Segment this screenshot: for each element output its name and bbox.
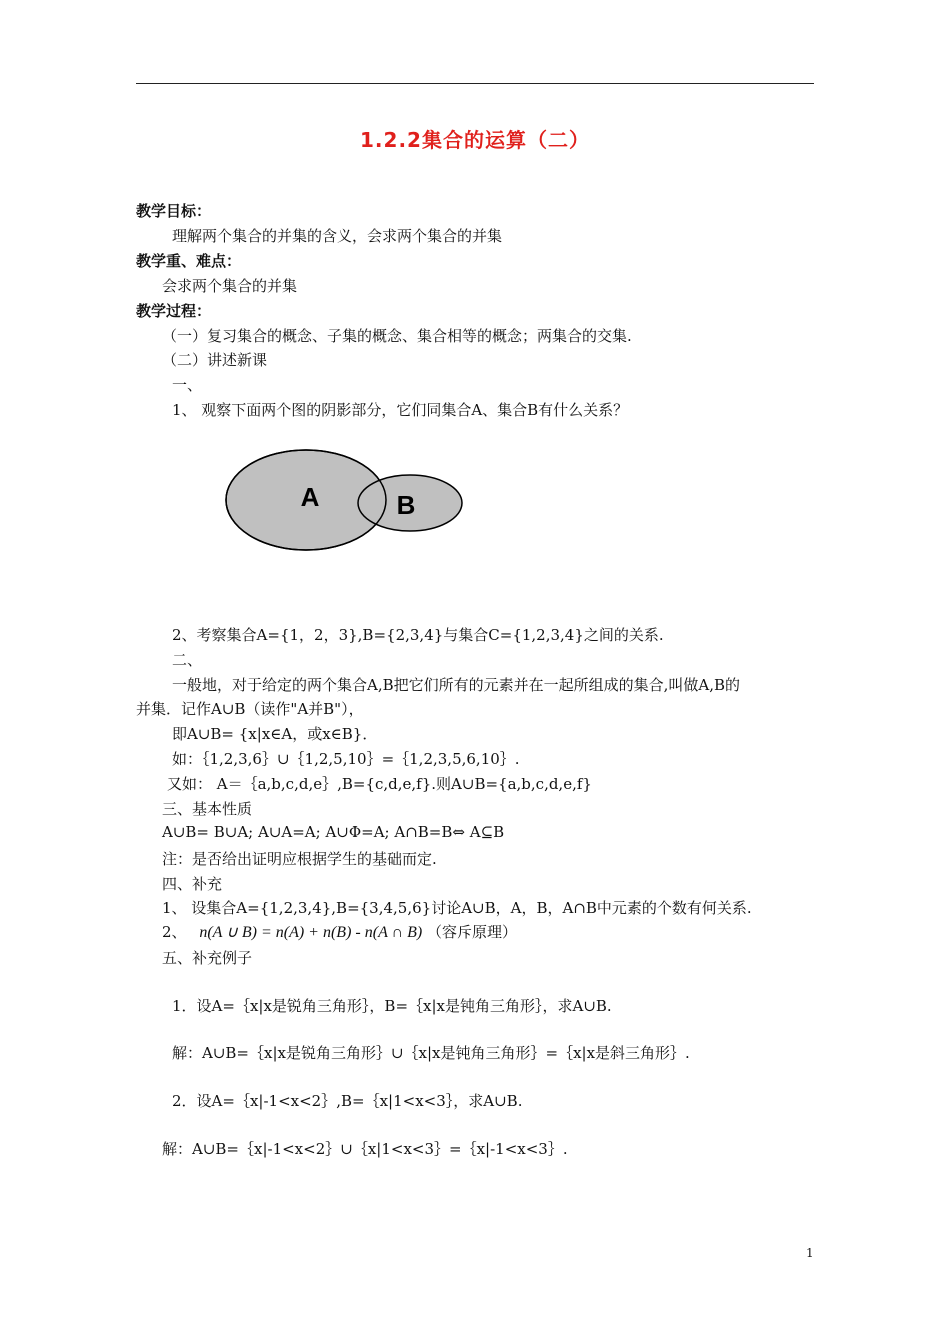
new-lesson-line: （二）讲述新课 [162,351,268,369]
properties-line: A∪B= B∪A; A∪A=A; A∪Φ=A; A∩B=B⇔ A⊆B [162,823,505,841]
page-number: 1 [806,1246,814,1260]
supplement-2 [162,922,517,943]
section-1-label: 一、 [172,376,203,394]
definition-formula: 即A∪B= {x|x∈A，或x∈B}． [172,725,378,743]
example-solution-2: 解：A∪B=｛x|-1<x<2｝∪｛x|1<x<3｝=｛x|-1<x<3｝. [162,1140,568,1158]
example-2: 又如： A＝｛a,b,c,d,e｝,B={c,d,e,f}.则A∪B={a,b,c,d,e,f} [167,775,592,793]
section-4-label: 四、补充 [162,875,223,893]
supplement-2-number: 2、 [162,923,187,941]
example-solution-1: 解：A∪B=｛x|x是锐角三角形｝∪｛x|x是钝角三角形｝=｛x|x是斜三角形｝. [172,1044,690,1062]
note-line: 注：是否给出证明应根据学生的基础而定. [162,850,437,868]
question-1: 1、 观察下面两个图的阴影部分，它们同集合A、集合B有什么关系？ [172,401,629,419]
section-3-label: 三、基本性质 [162,800,253,818]
key-points-heading: 教学重、难点： [136,252,242,270]
header-rule [136,83,814,84]
objective-heading: 教学目标： [136,202,212,220]
page-title: 1.2.2集合的运算（二） [360,128,590,152]
example-1: 如：｛1,2,3,6｝∪｛1,2,5,10｝=｛1,2,3,5,6,10｝. [172,750,520,768]
question-2: 2、考察集合A={1，2，3},B={2,3,4}与集合C={1,2,3,4}之间的关系. [172,626,664,644]
venn-diagram [222,445,472,565]
section-2-label: 二、 [172,651,203,669]
definition-line-1: 一般地，对于给定的两个集合A,B把它们所有的元素并在一起所组成的集合,叫做A,B的 [172,676,741,694]
set-a-label: A [300,482,320,512]
example-problem-2: 2．设A=｛x|-1<x<2｝,B=｛x|1<x<3｝，求A∪B. [172,1092,523,1110]
example-problem-1: 1．设A=｛x|x是锐角三角形｝，B=｛x|x是钝角三角形｝，求A∪B. [172,997,612,1015]
inclusion-exclusion-formula: n(A ∪ B) = n(A) + n(B) - n(A ∩ B) [199,924,423,941]
definition-line-2: 并集．记作A∪B（读作"A并B"）， [136,700,364,718]
supplement-2-note: （容斥原理） [426,923,517,941]
objective-text: 理解两个集合的并集的含义，会求两个集合的并集 [172,227,503,245]
key-points-text: 会求两个集合的并集 [162,277,298,295]
supplement-1: 1、 设集合A={1,2,3,4},B={3,4,5,6}讨论A∪B，A，B，A∩B中元素的个数有何关系. [162,899,752,917]
section-5-label: 五、补充例子 [162,949,253,967]
review-line: （一）复习集合的概念、子集的概念、集合相等的概念；两集合的交集. [162,327,632,345]
set-b-label: B [396,490,416,520]
process-heading: 教学过程： [136,302,212,320]
